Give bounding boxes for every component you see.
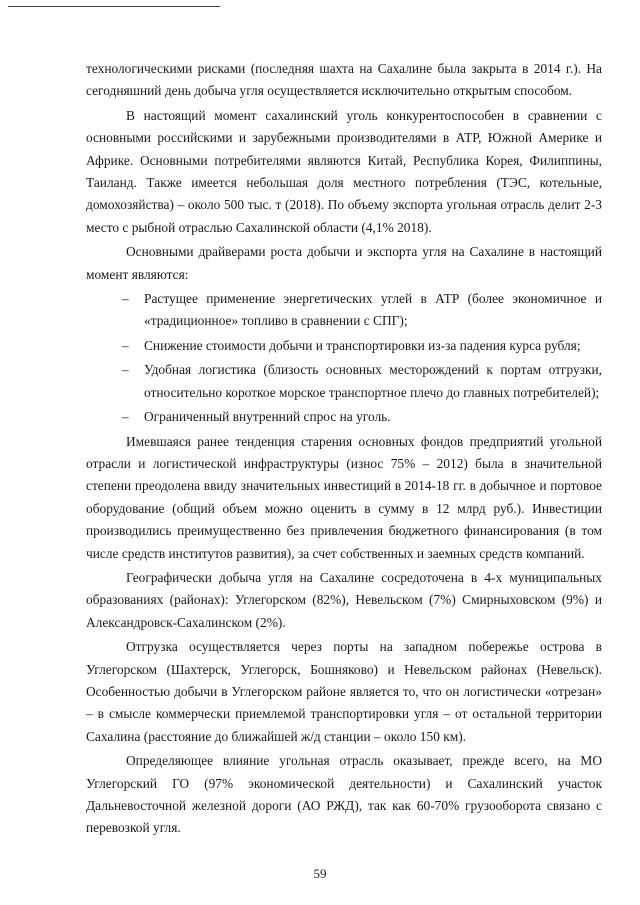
list-item <box>86 406 602 428</box>
list-item <box>86 288 602 333</box>
dash-bullet: – <box>122 337 129 353</box>
paragraph: Определяющее влияние угольная отрасль оказывает, прежде всего, на МО Углегорский ГО (97% экономической деятельности) и Сахалинский участок Дальневосточной железной дороги (АО РЖД), так как 60-70% грузооборота связано с перевозкой угля. <box>86 753 602 836</box>
dash-bullet: – <box>122 362 129 378</box>
header-rule <box>8 6 220 7</box>
paragraph: Географически добыча угля на Сахалине сосредоточена в 4-х муниципальных образованиях (районах): Углегорском (82%), Невельском (7%) Смирныховском (9%) и Александровск-Сахалинском (2%). <box>86 569 602 630</box>
paragraph: технологическими рисками (последняя шахта на Сахалине была закрыта в 2014 г.). На сегодняшний день добыча угля осуществляется исключительно открытым способом. <box>86 61 602 99</box>
paragraph: В настоящий момент сахалинский уголь конкурентоспособен в сравнении с основными российскими и зарубежными производителями в АТР, Южной Америке и Африке. Основными потребителями являются Китай, Республика Корея, Филиппины, Таиланд. Также имеется небольшая доля местного потребления (ТЭС, котельные, домохозяйства) – около 500 тыс. т (2018). По объему экспорта угольная отрасль делит 2-3 место с рыбной отраслью Сахалинской области (4,1% 2018). <box>86 107 602 235</box>
dash-bullet: – <box>122 291 129 307</box>
dash-bullet: – <box>122 409 129 425</box>
list-item-text: Снижение стоимости добычи и транспортировки из-за падения курса рубля; <box>144 337 581 353</box>
page-number: 59 <box>313 866 327 881</box>
paragraph: Имевшаяся ранее тенденция старения основных фондов предприятий угольной отрасли и логистической инфраструктуры (износ 75% – 2012) была в значительной степени преодолена ввиду значительных инвестиций в 2014-18 гг. в добычное и портовое оборудование (общий объем можно оценить в сумму в 12 млрд руб.). Инвестиции производились преимущественно без привлечения бюджетного финансирования (в том числе средств институтов развития), за счет собственных и заемных средств компаний. <box>86 433 602 561</box>
list-item <box>86 359 602 404</box>
list-item <box>86 335 602 357</box>
paragraph: Основными драйверами роста добычи и экспорта угля на Сахалине в настоящий момент являются: <box>86 244 602 282</box>
list-item-text: Растущее применение энергетических углей в АТР (более экономичное и «традиционное» топливо в сравнении с СПГ); <box>144 291 602 329</box>
list-item-text: Удобная логистика (близость основных месторождений к портам отгрузки, относительно короткое морское транспортное плечо до главных потребителей); <box>144 362 602 400</box>
list-item-text: Ограниченный внутренний спрос на уголь. <box>144 409 391 425</box>
document-body <box>86 58 602 842</box>
paragraph: Отгрузка осуществляется через порты на западном побережье острова в Углегорском (Шахтерск, Углегорск, Бошняково) и Невельском районах (Невельск). Особенностью добычи в Углегорском районе является то, что он логистически «отрезан» – в смысле коммерчески приемлемой транспортировки угля – от остальной территории Сахалина (расстояние до ближайшей ж/д станции – около 150 км). <box>86 639 602 744</box>
